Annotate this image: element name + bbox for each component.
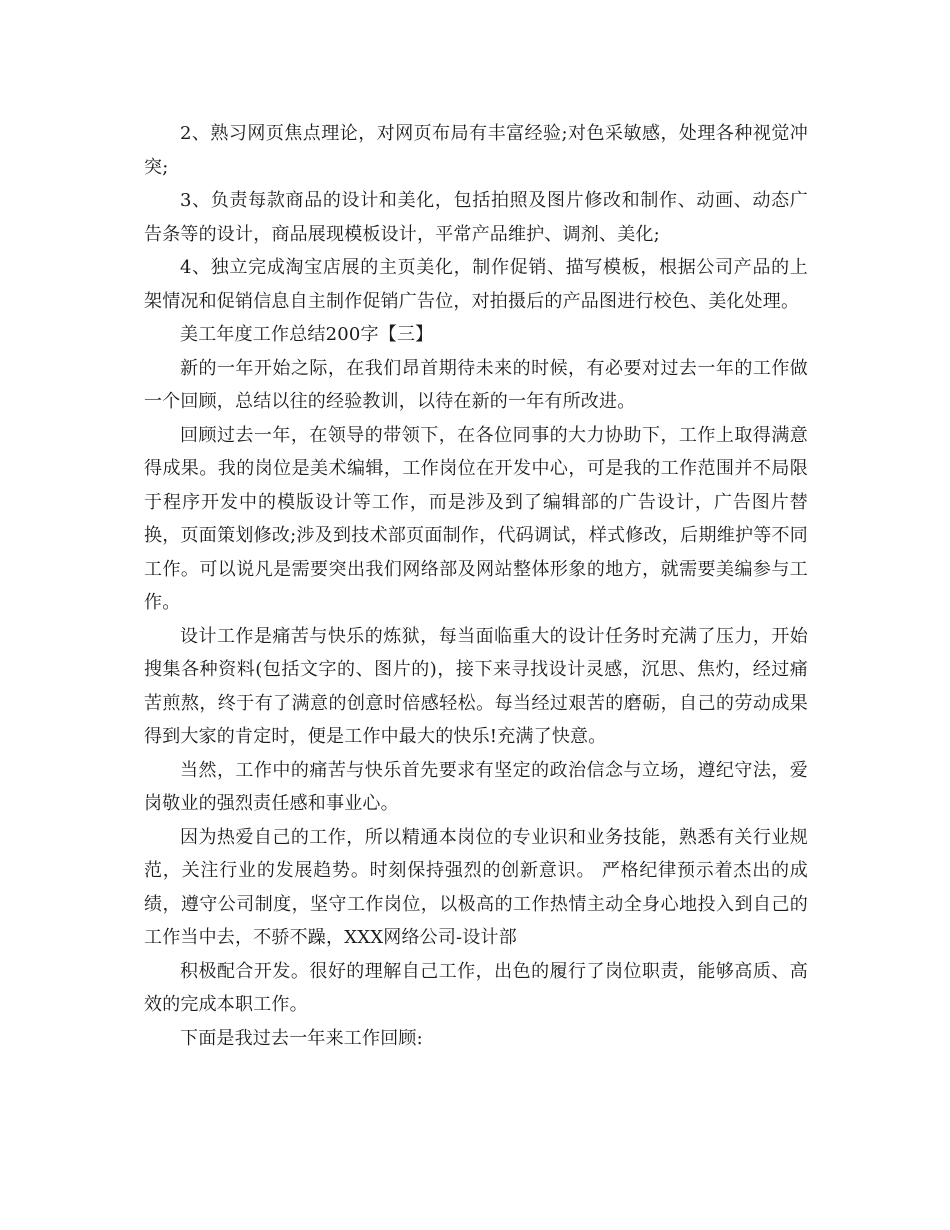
paragraph-attitude: 当然，工作中的痛苦与快乐首先要求有坚定的政治信念与立场，遵纪守法，爱岗敬业的强烈责任感和事业心。 bbox=[144, 759, 808, 814]
paragraph-intro: 新的一年开始之际，在我们昂首期待未来的时候，有必要对过去一年的工作做一个回顾，总结以往的经验教训，以待在新的一年有所改进。 bbox=[144, 357, 808, 412]
paragraph-review: 回顾过去一年，在领导的带领下，在各位同事的大力协助下，工作上取得满意得成果。我的岗位是美术编辑，工作岗位在开发中心，可是我的工作范围并不局限于程序开发中的模版设计等工作，而是涉及到了编辑部的广告设计，广告图片替换，页面策划修改;涉及到技术部页面制作，代码调试，样式修改，后期维护等不同工作。可以说凡是需要突出我们网络部及网站整体形象的地方，就需要美编参与工作。 bbox=[144, 424, 808, 613]
paragraph-item-2: 2、熟习网页焦点理论，对网页布局有丰富经验;对色采敏感，处理各种视觉冲突; bbox=[144, 123, 808, 178]
paragraph-passion: 因为热爱自己的工作，所以精通本岗位的专业识和业务技能，熟悉有关行业规范，关注行业的发展趋势。时刻保持强烈的创新意识。 严格纪律预示着杰出的成绩，遵守公司制度，坚守工作岗位，以极高的工作热情主动全身心地投入到自己的工作当中去，不骄不躁，XXX网络公司-设计部 bbox=[144, 826, 808, 948]
paragraph-item-4: 4、独立完成淘宝店展的主页美化，制作促销、描写模板，根据公司产品的上架情况和促销信息自主制作促销广告位，对拍摄后的产品图进行校色、美化处理。 bbox=[144, 257, 808, 312]
document-body bbox=[144, 117, 808, 1055]
paragraph-review-lead: 下面是我过去一年来工作回顾: bbox=[180, 1027, 423, 1049]
section-heading: 美工年度工作总结200字【三】 bbox=[180, 324, 434, 345]
paragraph-design-work: 设计工作是痛苦与快乐的炼狱，每当面临重大的设计任务时充满了压力，开始搜集各种资料(包括文字的、图片的)，接下来寻找设计灵感，沉思、焦灼，经过痛苦煎熬，终于有了满意的创意时倍感轻松。每当经过艰苦的磨砺，自己的劳动成果得到大家的肯定时，便是工作中最大的快乐!充满了快意。 bbox=[144, 625, 808, 747]
paragraph-item-3: 3、负责每款商品的设计和美化，包括拍照及图片修改和制作、动画、动态广告条等的设计，商品展现模板设计，平常产品维护、调剂、美化; bbox=[144, 190, 808, 245]
paragraph-cooperation: 积极配合开发。很好的理解自己工作，出色的履行了岗位职责，能够高质、高效的完成本职工作。 bbox=[144, 960, 808, 1015]
